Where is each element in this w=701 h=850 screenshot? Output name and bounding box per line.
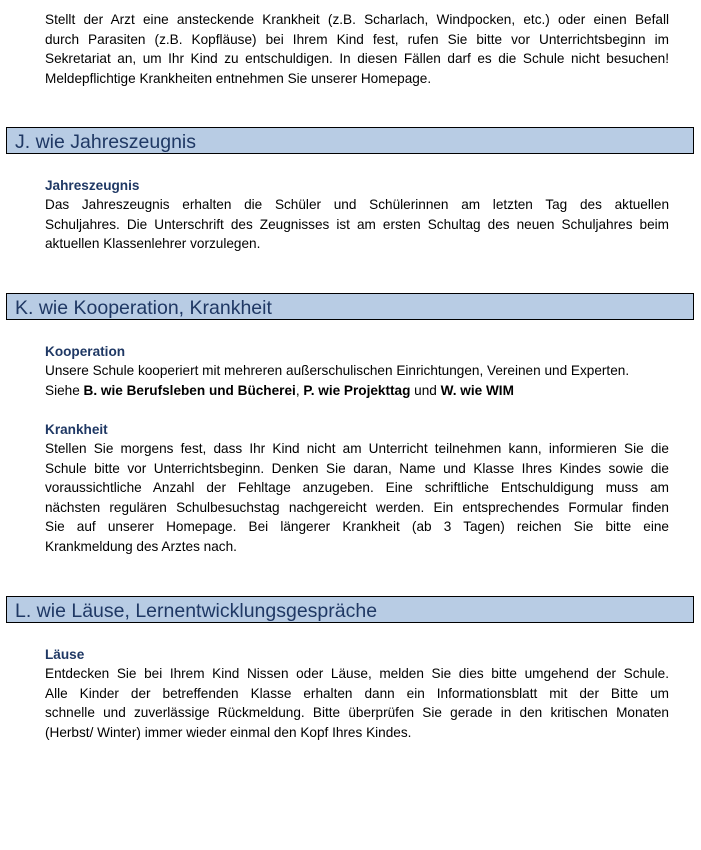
section-title-k: K. wie Kooperation, Krankheit xyxy=(15,297,272,319)
jahreszeugnis-line: Das Jahreszeugnis erhalten die Schüler und Schülerinnen am letzten Tag des aktuellen xyxy=(45,197,669,212)
kooperation-line: Unsere Schule kooperiert mit mehreren außerschulischen Einrichtungen, Vereinen und Experten. xyxy=(45,363,630,378)
laeuse-line: Alle Kinder der betreffenden Klasse erhalten dann ein Informationsblatt mit der Bitte um xyxy=(45,685,669,701)
laeuse-line: schnelle und zuverlässige Rückmeldung. Bitte überprüfen Sie gerade in den kritischen Monaten xyxy=(45,705,669,720)
section-title-j: J. wie Jahreszeugnis xyxy=(15,131,197,153)
section-title-l: L. wie Läuse, Lernentwicklungsgespräche xyxy=(15,600,378,622)
krankheit-line: Stellen Sie morgens fest, dass Ihr Kind nicht am Unterricht teilnehmen kann, informieren Sie die xyxy=(45,441,669,456)
reference-wim: W. wie WIM xyxy=(440,382,514,398)
subheading-jahreszeugnis: Jahreszeugnis xyxy=(45,178,140,193)
reference-berufsleben: B. wie Berufsleben und Bücherei xyxy=(83,382,296,398)
intro-line: durch Parasiten (z.B. Kopfläuse) bei Ihrem Kind fest, rufen Sie bitte vor Unterrichtsbeginn im xyxy=(45,31,669,47)
intro-line: Sekretariat an, um Ihr Kind zu entschuldigen. In diesen Fällen darf es die Schule nicht besuchen! xyxy=(45,51,669,66)
krankheit-paragraph xyxy=(45,439,669,556)
reference-separator: und xyxy=(410,382,441,398)
subheading-laeuse: Läuse xyxy=(45,647,85,662)
intro-line: Meldepflichtige Krankheiten entnehmen Sie unserer Homepage. xyxy=(45,70,432,86)
section-heading-k xyxy=(6,293,694,320)
krankheit-line: Sie auf unserer Homepage. Bei längerer Krankheit (ab 3 Tagen) reichen Sie bitte eine xyxy=(45,519,669,534)
laeuse-line: Entdecken Sie bei Ihrem Kind Nissen oder Läuse, melden Sie dies bitte umgehend der Schule. xyxy=(45,666,669,681)
krankheit-line: Krankmeldung des Arztes nach. xyxy=(45,538,237,554)
reference-separator: , xyxy=(295,382,304,398)
intro-line: Stellt der Arzt eine ansteckende Krankheit (z.B. Scharlach, Windpocken, etc.) oder einen Befall xyxy=(45,12,669,27)
reference-projekttag: P. wie Projekttag xyxy=(303,382,411,398)
subheading-kooperation: Kooperation xyxy=(45,344,126,359)
subheading-krankheit: Krankheit xyxy=(45,422,108,437)
intro-paragraph xyxy=(45,10,669,88)
jahreszeugnis-line: Schuljahres. Die Unterschrift des Zeugnisses ist am ersten Schultag des neuen Schuljahres beim xyxy=(45,216,669,232)
section-heading-l xyxy=(6,596,694,623)
krankheit-line: Schule bitte vor Unterrichtsbeginn. Denken Sie daran, Name und Klasse Ihres Kindes sowie die xyxy=(45,460,669,476)
kooperation-reference-line xyxy=(45,381,669,401)
jahreszeugnis-paragraph xyxy=(45,195,669,254)
krankheit-line: nächsten regulären Schulbesuchstag nachgereicht werden. Ein entsprechendes Formular finden xyxy=(45,499,669,515)
kooperation-paragraph xyxy=(45,361,669,400)
krankheit-line: voraussichtliche Anzahl der Fehltage anzugeben. Eine schriftliche Entschuldigung muss am xyxy=(45,480,669,495)
jahreszeugnis-line: aktuellen Klassenlehrer vorzulegen. xyxy=(45,236,261,251)
section-heading-j xyxy=(6,127,694,154)
reference-prefix: Siehe xyxy=(45,382,84,398)
laeuse-paragraph xyxy=(45,664,669,742)
laeuse-line: (Herbst/ Winter) immer wieder einmal den Kopf Ihres Kindes. xyxy=(45,724,412,740)
